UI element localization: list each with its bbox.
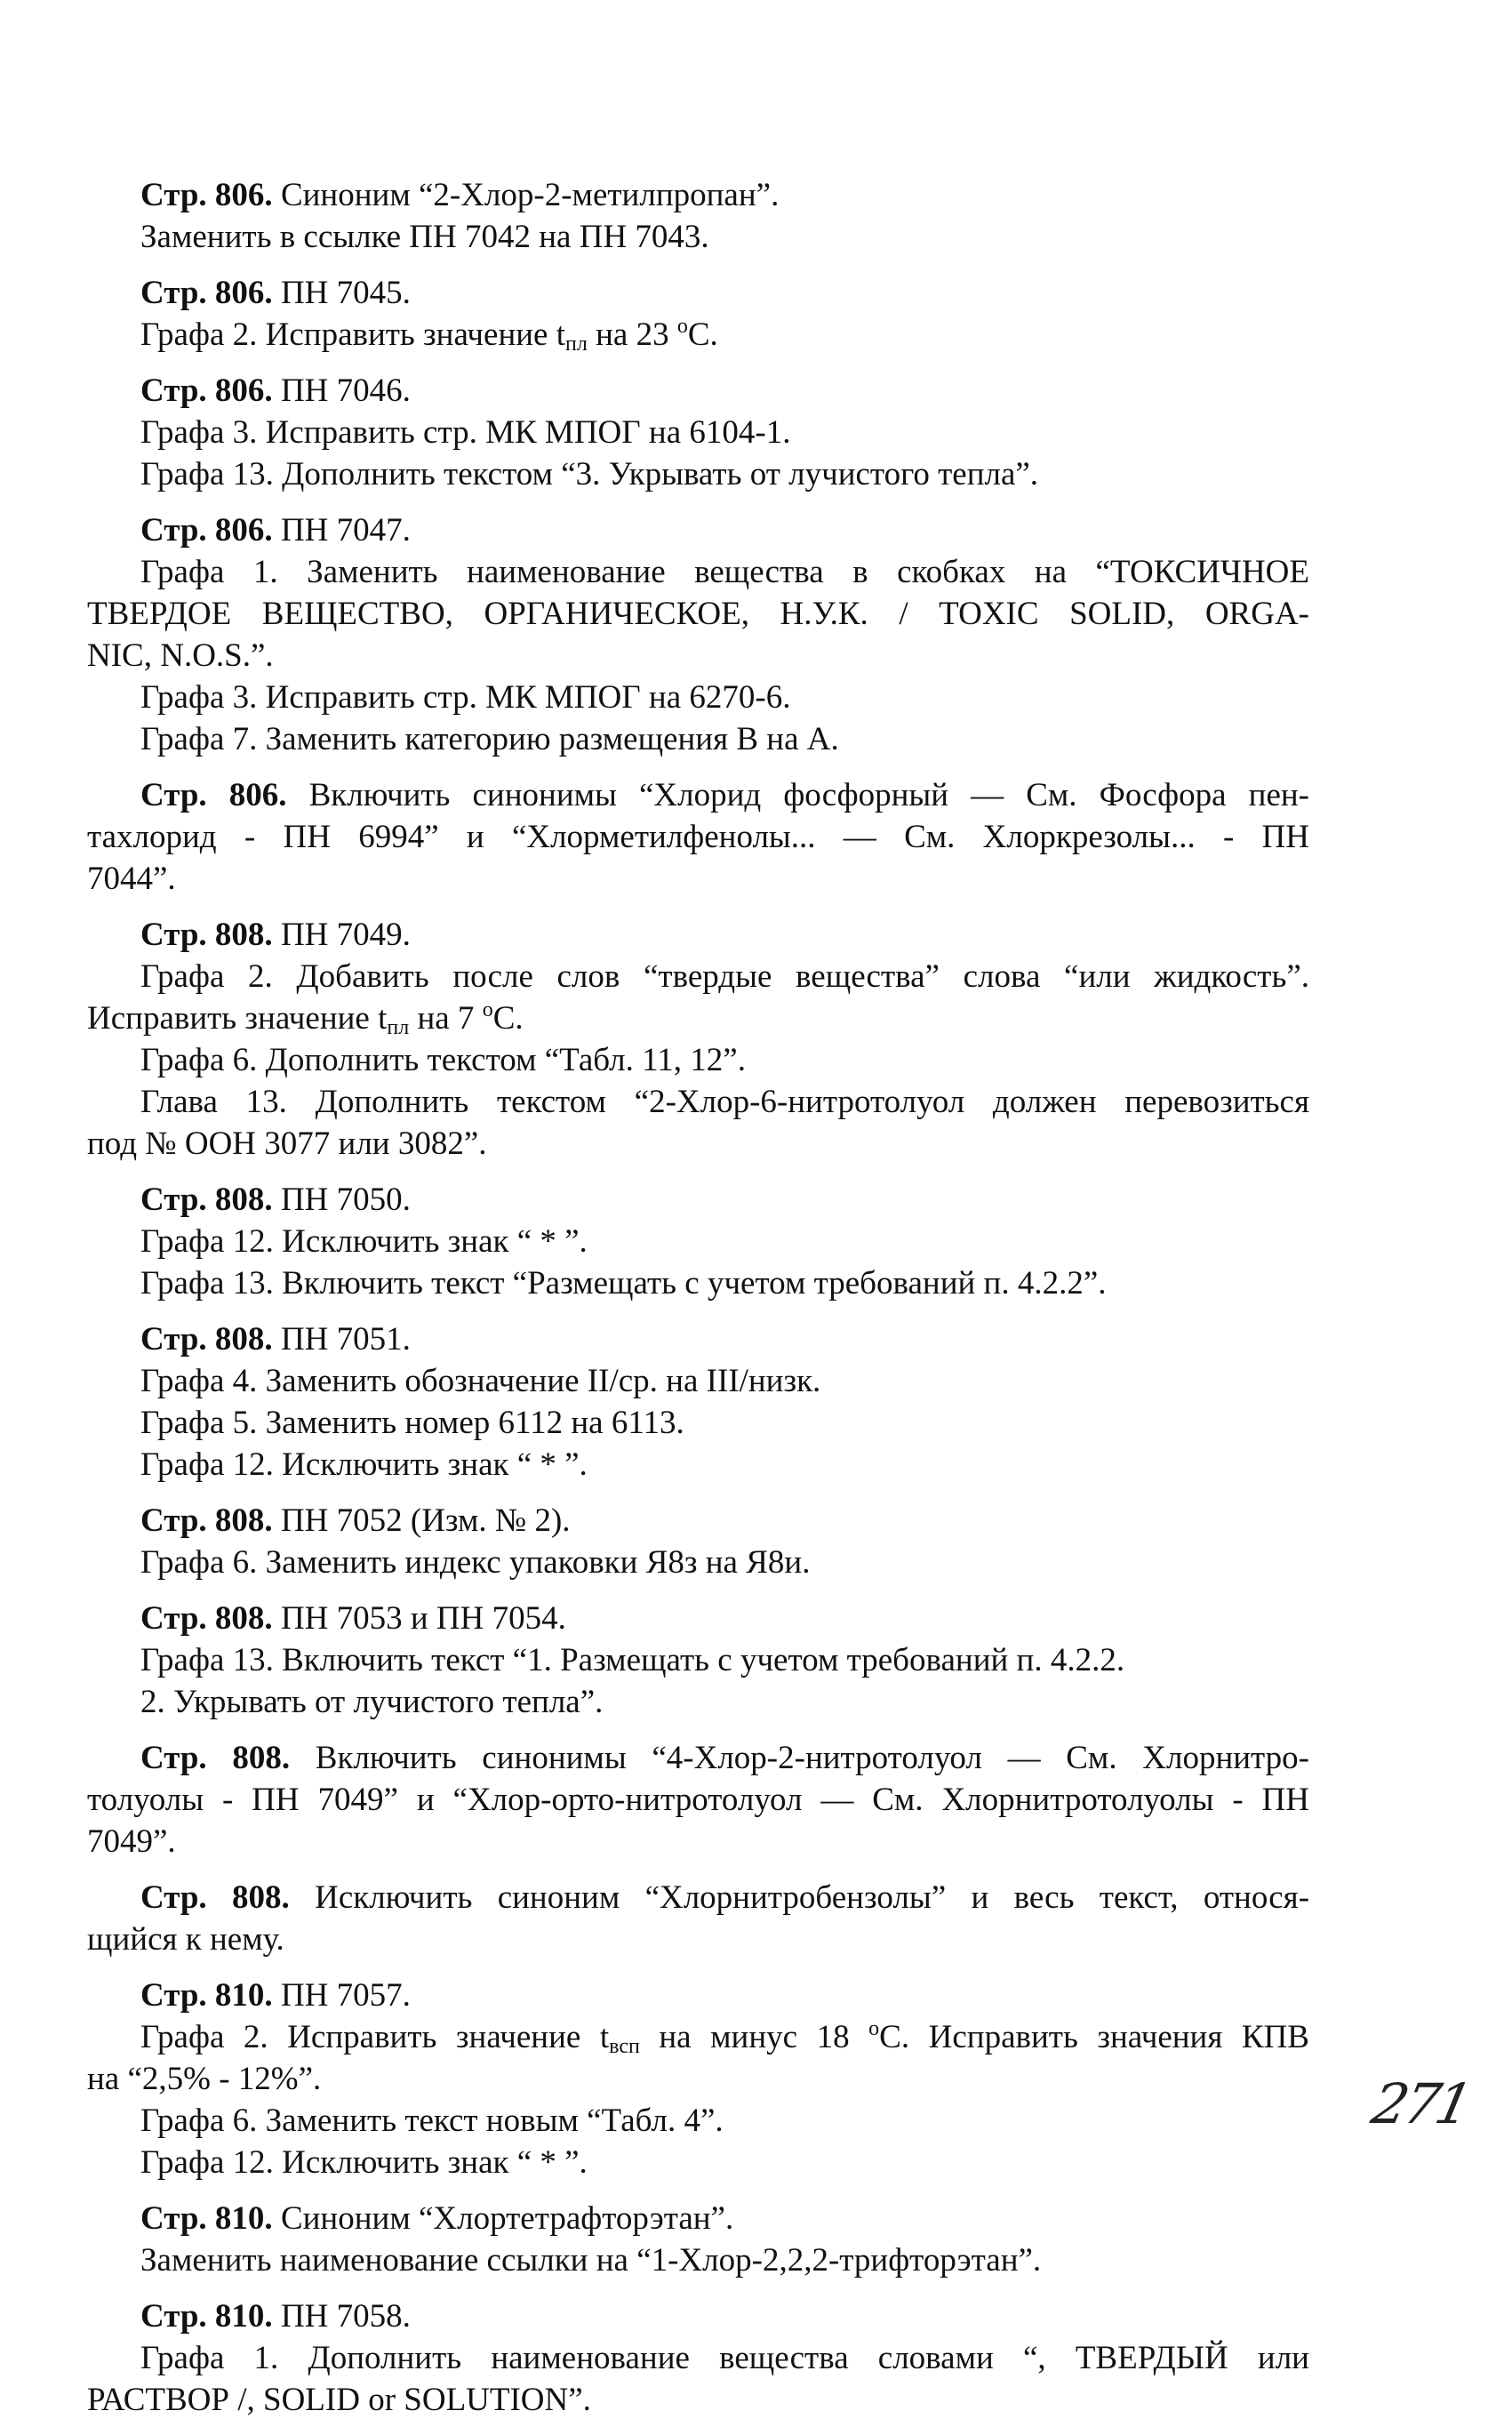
entry-heading: ПН 7053 и ПН 7054.: [272, 1600, 566, 1637]
text-line: 7044”.: [87, 861, 176, 897]
page-ref: Стр. 806.: [140, 512, 273, 549]
text-line: [140, 1974, 1309, 2016]
text-fragment: Графа 2. Исправить значение t: [140, 2019, 610, 2055]
text-line: 2. Укрывать от лучистого тепла”.: [140, 1684, 604, 1720]
page-ref: Стр. 808.: [140, 917, 273, 953]
text-line: Графа 6. Дополнить текстом “Табл. 11, 12”.: [140, 1042, 746, 1078]
text-line: [140, 509, 1309, 551]
text-line: тахлорид - ПН 6994” и “Хлорметилфенолы... — См. Хлоркрезолы... - ПН: [87, 819, 1309, 855]
entry-806-7047: [87, 509, 1309, 760]
document-body: [87, 174, 1310, 2435]
page-ref: Стр. 806.: [140, 275, 273, 311]
entry-heading: Включить синонимы “4-Хлор-2-нитротолуол — См. Хлорнитро-: [290, 1740, 1310, 1776]
text-fragment: С.: [492, 1000, 524, 1037]
page-ref: Стр. 808.: [140, 1740, 291, 1776]
superscript: о: [676, 315, 688, 338]
text-line: [140, 1318, 1309, 1360]
entry-heading: ПН 7050.: [272, 1181, 411, 1218]
text-line: Графа 13. Включить текст “1. Размещать с учетом требований п. 4.2.2.: [140, 1642, 1125, 1678]
text-fragment: Графа 2. Исправить значение t: [140, 316, 566, 353]
text-line: Заменить наименование ссылки на “1-Хлор-2,2,2-трифторэтан”.: [140, 2242, 1042, 2279]
entry-808-7053-7054: [140, 1598, 1309, 1723]
text-line: [140, 774, 1309, 816]
entry-810-7057: [87, 1974, 1309, 2183]
entry-heading: ПН 7049.: [272, 917, 411, 953]
text-line: Графа 3. Исправить стр. МК МПОГ на 6104-1.: [140, 414, 791, 451]
text-line: [140, 174, 1309, 216]
text-line: под № ООН 3077 или 3082”.: [87, 1125, 487, 1162]
entry-808-synonyms: [87, 1737, 1310, 1862]
page-ref: Стр. 810.: [140, 1977, 273, 2014]
entry-810-7058: [87, 2295, 1309, 2421]
text-line: на “2,5% - 12%”.: [87, 2061, 322, 2097]
entry-808-7049: [87, 914, 1309, 1165]
text-line: Графа 6. Заменить текст новым “Табл. 4”.: [140, 2103, 724, 2139]
text-line: [140, 1877, 1309, 1918]
entry-heading: ПН 7045.: [272, 275, 411, 311]
text-line: Графа 1. Заменить наименование вещества в скобках на “ТОКСИЧНОЕ: [140, 554, 1309, 590]
text-line: Заменить в ссылке ПН 7042 на ПН 7043.: [140, 219, 709, 255]
page-ref: Стр. 806.: [140, 372, 273, 409]
page-ref: Стр. 810.: [140, 2200, 273, 2237]
text-line: Графа 5. Заменить номер 6112 на 6113.: [140, 1405, 684, 1441]
text-line: [140, 1737, 1309, 1779]
text-line: NIC, N.O.S.”.: [87, 637, 274, 674]
entry-808-7051: [140, 1318, 1309, 1486]
entry-810-synonym: [140, 2198, 1309, 2281]
page-ref: Стр. 806.: [140, 777, 287, 813]
entry-heading: ПН 7058.: [272, 2298, 411, 2335]
entry-806-7045: [140, 272, 1309, 356]
entry-808-7052: [140, 1500, 1309, 1583]
page-ref: Стр. 808.: [140, 1321, 273, 1358]
text-line: Графа 3. Исправить стр. МК МПОГ на 6270-6.: [140, 679, 791, 716]
text-line: 7049”.: [87, 1823, 176, 1860]
text-line: [140, 272, 1309, 314]
text-line: Графа 2. Добавить после слов “твердые вещества” слова “или жидкость”.: [140, 958, 1309, 995]
text-line: Графа 12. Исключить знак “ * ”.: [140, 2144, 588, 2181]
text-fragment: С.: [687, 316, 718, 353]
text-fragment: Исправить значение t: [87, 1000, 388, 1037]
text-fragment: на минус 18: [639, 2019, 869, 2055]
superscript: о: [868, 2017, 880, 2040]
text-line: [140, 914, 1309, 956]
text-line: Графа 7. Заменить категорию размещения В на А.: [140, 721, 839, 757]
text-line: [140, 314, 1309, 356]
text-line: толуолы - ПН 7049” и “Хлор-орто-нитротолуол — См. Хлорнитротолуолы - ПН: [87, 1782, 1309, 1818]
entry-heading: ПН 7047.: [272, 512, 411, 549]
text-line: Графа 4. Заменить обозначение II/ср. на III/низк.: [140, 1363, 821, 1399]
text-line: [140, 1500, 1309, 1542]
entry-heading: Исключить синоним “Хлорнитробензолы” и весь текст, относя-: [289, 1879, 1310, 1916]
text-line: РАСТВОР /, SOLID or SOLUTION”.: [87, 2382, 591, 2418]
entry-heading: Синоним “2-Хлор-2-метилпропан”.: [272, 177, 780, 213]
entry-heading: ПН 7052 (Изм. № 2).: [272, 1502, 571, 1539]
subscript: пл: [565, 332, 588, 356]
text-line: Графа 12. Исключить знак “ * ”.: [140, 1446, 588, 1483]
entry-heading: ПН 7051.: [272, 1321, 411, 1358]
superscript: о: [482, 998, 493, 1021]
text-line: [140, 2198, 1309, 2239]
text-line: Графа 13. Дополнить текстом “3. Укрывать от лучистого тепла”.: [140, 456, 1039, 493]
text-line: Графа 12. Исключить знак “ * ”.: [140, 1223, 588, 1260]
entry-806-7046: [140, 370, 1309, 495]
text-line: Графа 1. Дополнить наименование вещества словами “, ТВЕРДЫЙ или: [140, 2340, 1309, 2376]
text-line: ТВЕРДОЕ ВЕЩЕСТВО, ОРГАНИЧЕСКОЕ, Н.У.К. / TOXIC SOLID, ORGA-: [87, 596, 1309, 632]
text-fragment: на 23: [587, 316, 677, 353]
text-line: Глава 13. Дополнить текстом “2-Хлор-6-нитротолуол должен перевозиться: [140, 1084, 1309, 1120]
page-ref: Стр. 808.: [140, 1181, 273, 1218]
text-line: щийся к нему.: [87, 1921, 284, 1958]
text-fragment: на 7: [409, 1000, 483, 1037]
handwritten-page-number: 271: [1366, 2071, 1476, 2136]
page-ref: Стр. 806.: [140, 177, 273, 213]
text-line: [87, 997, 1309, 1039]
text-line: [140, 2016, 1309, 2058]
subscript: пл: [387, 1016, 410, 1039]
entry-808-7050: [140, 1179, 1309, 1304]
entry-heading: ПН 7046.: [272, 372, 411, 409]
subscript: всп: [609, 2035, 640, 2058]
entry-806-synonym: [140, 174, 1309, 258]
entry-heading: Синоним “Хлортетрафторэтан”.: [272, 2200, 734, 2237]
page-ref: Стр. 808.: [140, 1502, 273, 1539]
text-line: [140, 1598, 1309, 1639]
page-ref: Стр. 808.: [140, 1879, 290, 1916]
entry-808-exclude-synonym: [87, 1877, 1310, 1960]
text-fragment: С. Исправить значения КПВ: [879, 2019, 1309, 2055]
entry-806-synonyms: [87, 774, 1309, 900]
entry-heading: ПН 7057.: [272, 1977, 411, 2014]
entry-heading: Включить синонимы “Хлорид фосфорный — См. Фосфора пен-: [286, 777, 1309, 813]
text-line: Графа 13. Включить текст “Размещать с учетом требований п. 4.2.2”.: [140, 1265, 1107, 1302]
text-line: [140, 370, 1309, 412]
text-line: [140, 2295, 1309, 2337]
page-ref: Стр. 808.: [140, 1600, 273, 1637]
text-line: Графа 6. Заменить индекс упаковки Я8з на Я8и.: [140, 1544, 811, 1581]
text-line: [140, 1179, 1309, 1221]
page-ref: Стр. 810.: [140, 2298, 273, 2335]
